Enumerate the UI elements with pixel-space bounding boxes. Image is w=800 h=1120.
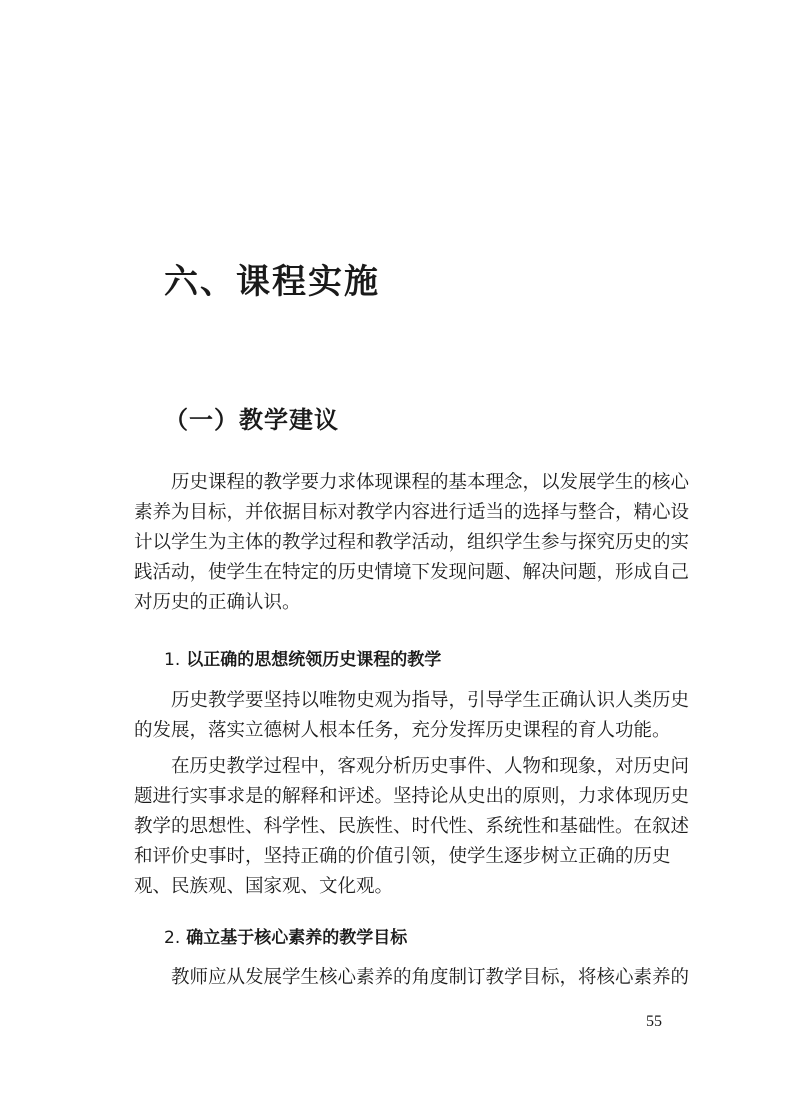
intro-paragraph — [134, 468, 690, 618]
subsection-1-title: 以正确的思想统领历史课程的教学 — [186, 650, 442, 670]
paragraph-line: 在历史教学过程中，客观分析历史事件、人物和现象，对历史问 — [171, 756, 690, 777]
subsection-2-paragraph-1 — [134, 963, 690, 993]
paragraph-line: 践活动，使学生在特定的历史情境下发现问题、解决问题，形成自己 — [134, 562, 690, 583]
subsection-1-heading — [164, 646, 441, 674]
subsection-1-paragraph-2 — [134, 752, 690, 902]
paragraph-line: 观、民族观、国家观、文化观。 — [134, 876, 394, 897]
subsection-2-title: 确立基于核心素养的教学目标 — [186, 928, 408, 948]
subsection-1-number: 1. — [164, 650, 181, 670]
subsection-1-paragraph-1 — [134, 686, 690, 746]
paragraph-line: 历史教学要坚持以唯物史观为指导，引导学生正确认识人类历史 — [171, 690, 690, 711]
paragraph-line: 历史课程的教学要力求体现课程的基本理念，以发展学生的核心 — [171, 472, 690, 493]
paragraph-line: 教学的思想性、科学性、民族性、时代性、系统性和基础性。在叙述 — [134, 816, 690, 837]
subsection-2-heading — [164, 924, 407, 952]
page-number: 55 — [646, 1013, 662, 1030]
paragraph-line: 教师应从发展学生核心素养的角度制订教学目标，将核心素养的 — [171, 967, 690, 988]
paragraph-line: 题进行实事求是的解释和评述。坚持论从史出的原则，力求体现历史 — [134, 786, 690, 807]
paragraph-line: 对历史的正确认识。 — [134, 592, 301, 613]
paragraph-line: 的发展，落实立德树人根本任务，充分发挥历史课程的育人功能。 — [134, 720, 671, 741]
subsection-2-number: 2. — [164, 928, 181, 948]
paragraph-line: 计以学生为主体的教学过程和教学活动，组织学生参与探究历史的实 — [134, 532, 690, 553]
paragraph-line: 和评价史事时，坚持正确的价值引领，使学生逐步树立正确的历史 — [134, 846, 671, 867]
section-title: （一）教学建议 — [164, 406, 339, 434]
chapter-title: 六、课程实施 — [164, 262, 380, 302]
paragraph-line: 素养为目标，并依据目标对教学内容进行适当的选择与整合，精心设 — [134, 502, 690, 523]
